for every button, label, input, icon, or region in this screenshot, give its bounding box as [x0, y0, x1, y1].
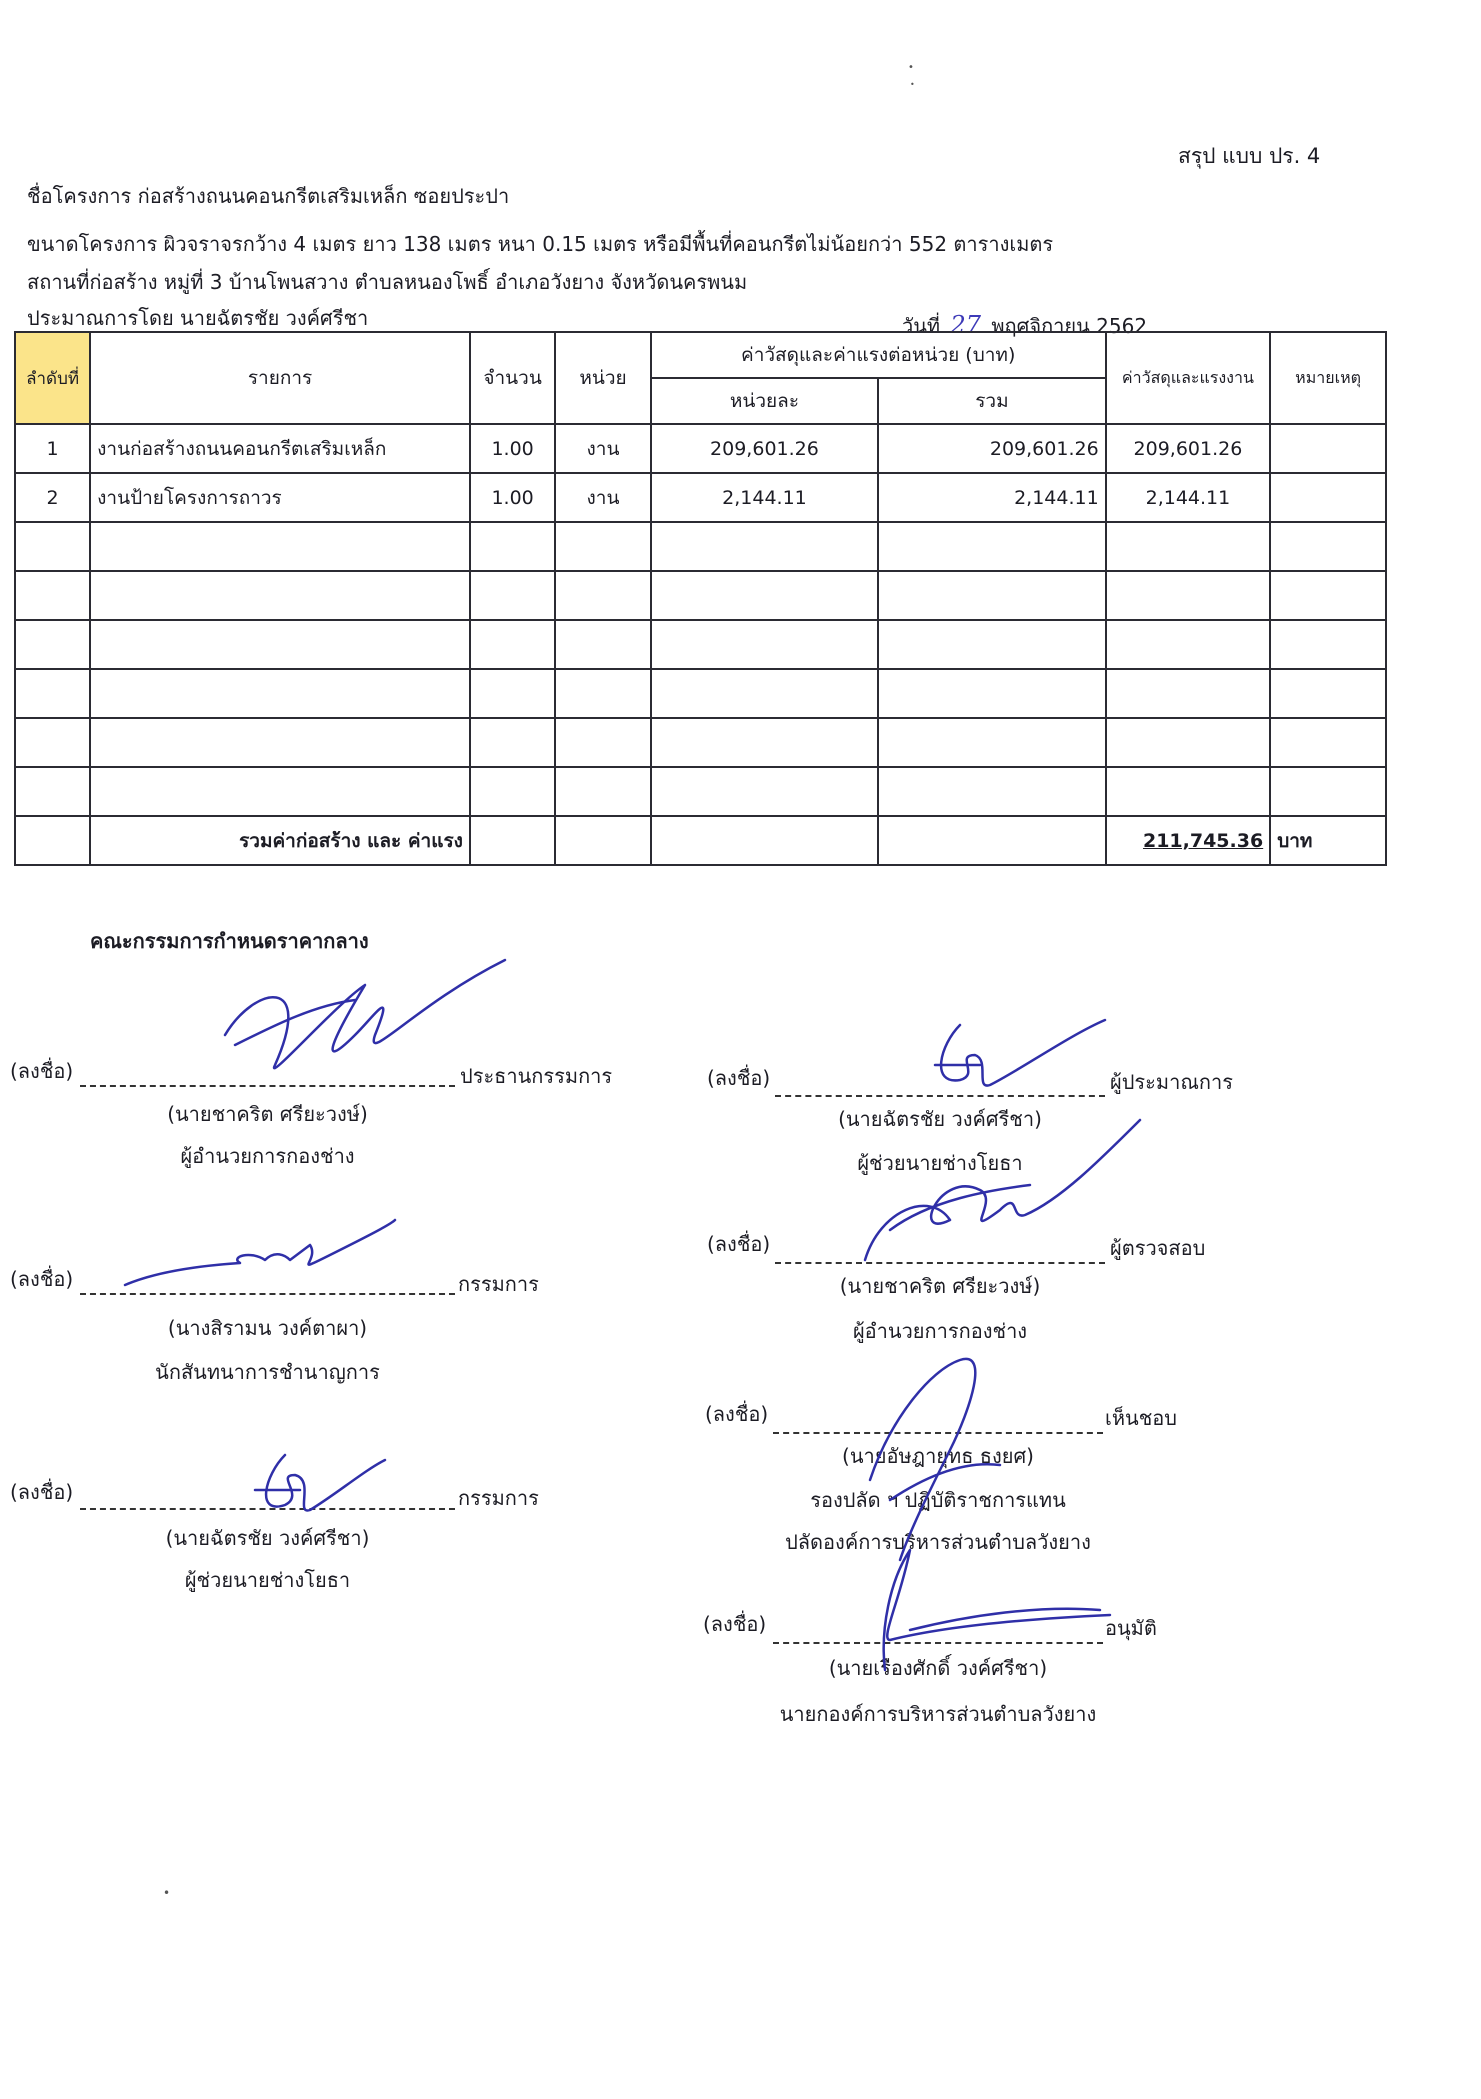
signer-role: อนุมัติ: [1105, 1616, 1157, 1640]
total-row: [15, 816, 1386, 865]
total-value: 211,745.36: [1106, 816, 1271, 865]
signer-role: กรรมการ: [458, 1486, 539, 1510]
signer-position: นายกองค์การบริหารส่วนตำบลวังยาง: [779, 1702, 1097, 1726]
signer-position: ผู้อำนวยการกองช่าง: [852, 1319, 1028, 1343]
empty-row: [15, 571, 1386, 620]
header-unit-price: หน่วยละ: [651, 378, 878, 424]
signer-position: ผู้ช่วยนายช่างโยธา: [857, 1151, 1023, 1175]
signer-role: ผู้ประมาณการ: [1110, 1070, 1233, 1094]
table-row: [15, 424, 1386, 473]
empty-row: [15, 669, 1386, 718]
header-material-labor: ค่าวัสดุและแรงงาน: [1106, 332, 1271, 424]
row-unit-price: 209,601.26: [651, 424, 878, 473]
signature-image: [850, 1110, 1150, 1280]
project-location-line: สถานที่ก่อสร้าง หมู่ที่ 3 บ้านโพนสวาง ตำบลหนองโพธิ์ อำเภอวังยาง จังหวัดนครพนม: [27, 270, 748, 294]
row-qty: 1.00: [470, 424, 555, 473]
sign-prefix: (ลงชื่อ): [703, 1612, 767, 1636]
row-unit: งาน: [555, 473, 650, 522]
sign-prefix: (ลงชื่อ): [707, 1232, 771, 1256]
signer-position: ผู้ช่วยนายช่างโยธา: [184, 1568, 351, 1592]
row-qty: 1.00: [470, 473, 555, 522]
committee-title: คณะกรรมการกำหนดราคากลาง: [90, 929, 369, 953]
scan-speck: •: [910, 80, 915, 89]
form-code: สรุป แบบ ปร. 4: [1178, 144, 1321, 168]
signature-image: [850, 1520, 1120, 1680]
sign-prefix: (ลงชื่อ): [705, 1402, 769, 1426]
scan-speck: •: [163, 1886, 171, 1900]
signer-position-2: ปลัดองค์การบริหารส่วนตำบลวังยาง: [785, 1530, 1091, 1554]
row-seq: 1: [15, 424, 90, 473]
empty-row: [15, 522, 1386, 571]
header-sum: รวม: [878, 378, 1105, 424]
scan-speck: •: [908, 62, 914, 73]
date-day-handwritten: 27: [950, 311, 981, 339]
table-row: [15, 473, 1386, 522]
sign-prefix: (ลงชื่อ): [10, 1480, 74, 1504]
row-sum: 2,144.11: [878, 473, 1105, 522]
header-qty: จำนวน: [470, 332, 555, 424]
signer-role: กรรมการ: [458, 1272, 539, 1296]
row-item: งานป้ายโครงการถาวร: [90, 473, 470, 522]
signature-image: [120, 1205, 410, 1295]
signer-name: (นายชาคริต ศรียะวงษ์): [839, 1274, 1041, 1298]
signer-role: ผู้ตรวจสอบ: [1110, 1236, 1206, 1260]
row-item: งานก่อสร้างถนนคอนกรีตเสริมเหล็ก: [90, 424, 470, 473]
row-unit-price: 2,144.11: [651, 473, 878, 522]
signature-image: [245, 1435, 405, 1535]
signer-role: ประธานกรรมการ: [460, 1064, 613, 1088]
row-sum: 209,601.26: [878, 424, 1105, 473]
project-name-line: ชื่อโครงการ ก่อสร้างถนนคอนกรีตเสริมเหล็ก ซอยประปา: [27, 184, 510, 208]
date-month-year: พฤศจิกายน 2562: [991, 314, 1148, 338]
signer-role: เห็นชอบ: [1105, 1406, 1177, 1430]
signer-position: นักสันทนาการชำนาญการ: [155, 1360, 380, 1384]
header-cost-per-unit: ค่าวัสดุและค่าแรงต่อหน่วย (บาท): [651, 332, 1106, 378]
row-seq: 2: [15, 473, 90, 522]
sign-prefix: (ลงชื่อ): [707, 1066, 771, 1090]
cost-summary-table: [14, 331, 1387, 866]
sign-prefix: (ลงชื่อ): [10, 1059, 74, 1083]
signer-name: (นายฉัตรชัย วงค์ศรีชา): [838, 1107, 1042, 1131]
signer-position: ผู้อำนวยการกองช่าง: [180, 1144, 355, 1168]
signer-name: (นางสิรามน วงค์ตาผา): [167, 1316, 368, 1340]
project-size-line: ขนาดโครงการ ผิวจราจรกว้าง 4 เมตร ยาว 138 เมตร หนา 0.15 เมตร หรือมีพื้นที่คอนกรีตไม่น้อยกว่า 552 ตารางเมตร: [27, 232, 1054, 256]
empty-row: [15, 718, 1386, 767]
total-unit: บาท: [1270, 816, 1386, 865]
row-total: 209,601.26: [1106, 424, 1271, 473]
row-unit: งาน: [555, 424, 650, 473]
header-remarks: หมายเหตุ: [1270, 332, 1386, 424]
signer-name: (นายอัษฎายุทธ ธงยศ): [842, 1444, 1034, 1468]
signature-image: [215, 945, 515, 1125]
date-prefix: วันที่: [902, 314, 941, 338]
total-label: รวมค่าก่อสร้าง และ ค่าแรง: [90, 816, 470, 865]
empty-row: [15, 767, 1386, 816]
header-seq: ลำดับที่: [15, 332, 90, 424]
row-total: 2,144.11: [1106, 473, 1271, 522]
estimator-line: ประมาณการโดย นายฉัตรชัย วงค์ศรีชา: [27, 306, 369, 330]
sign-prefix: (ลงชื่อ): [10, 1267, 74, 1291]
header-unit: หน่วย: [555, 332, 650, 424]
signer-position: รองปลัด ฯ ปฏิบัติราชการแทน: [810, 1488, 1066, 1512]
row-remark: [1270, 424, 1386, 473]
signer-name: (นายชาคริต ศรียะวงษ์): [167, 1102, 368, 1126]
signer-name: (นายฉัตรชัย วงค์ศรีชา): [165, 1526, 370, 1550]
empty-row: [15, 620, 1386, 669]
signature-image: [930, 1005, 1120, 1115]
header-item: รายการ: [90, 332, 470, 424]
row-remark: [1270, 473, 1386, 522]
signer-name: (นายเรืองศักดิ์ วงค์ศรีชา): [828, 1656, 1048, 1680]
